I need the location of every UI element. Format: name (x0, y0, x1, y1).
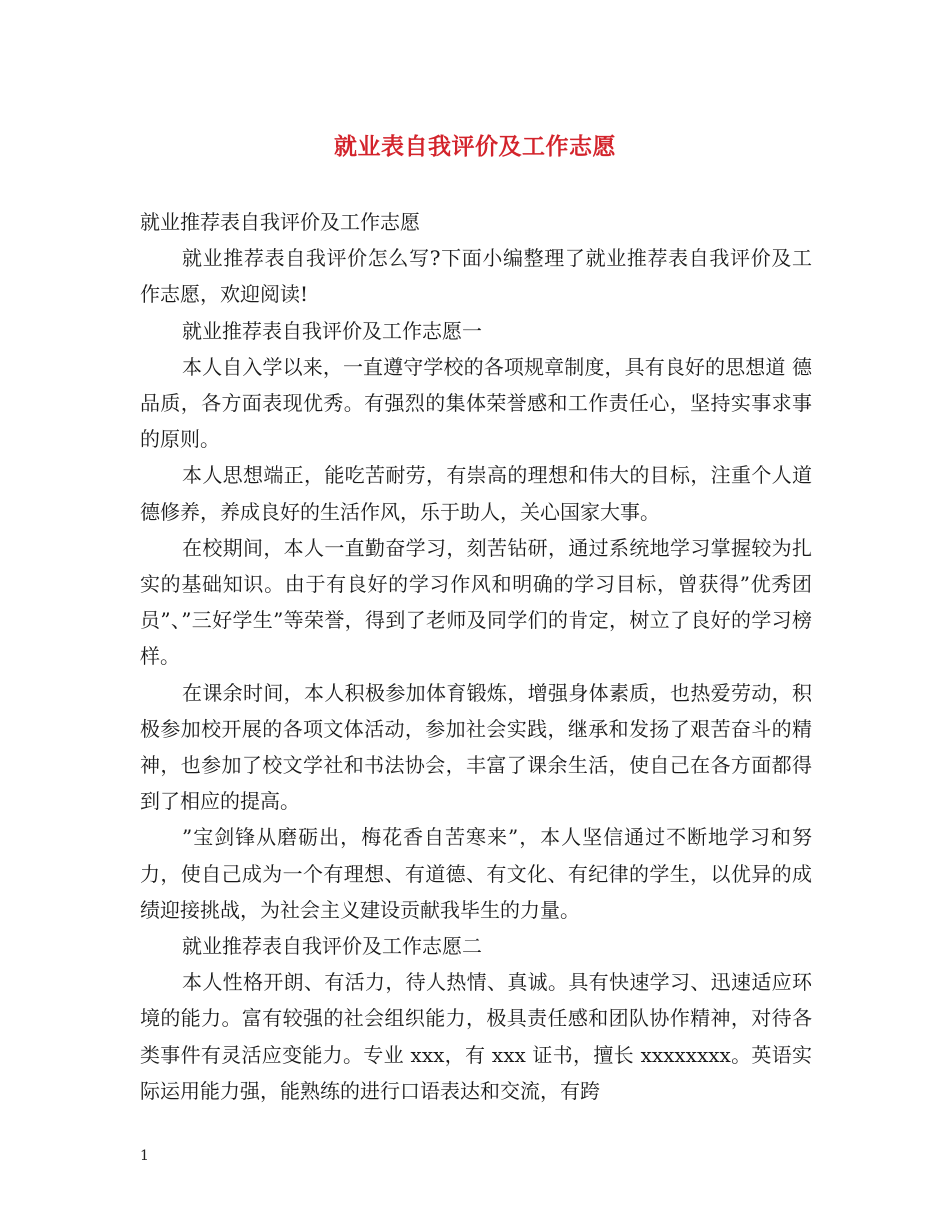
page-number: 1 (140, 1148, 149, 1164)
paragraph: 在校期间，本人一直勤奋学习，刻苦钻研，通过系统地学习掌握较为扎实的基础知识。由于有良好的学习作风和明确的学习目标，曾获得”优秀团员”、”三好学生”等荣誉，得到了老师及同学们的肯定，树立了良好的学习榜样。 (140, 535, 812, 669)
paragraph: 本人思想端正，能吃苦耐劳，有崇高的理想和伟大的目标，注重个人道德修养，养成良好的生活作风，乐于助人，关心国家大事。 (140, 463, 812, 524)
paragraph-intro: 就业推荐表自我评价怎么写?下面小编整理了就业推荐表自我评价及工作志愿，欢迎阅读! (140, 246, 812, 307)
paragraph: ”宝剑锋从磨砺出，梅花香自苦寒来”，本人坚信通过不断地学习和努力，使自己成为一个有理想、有道德、有文化、有纪律的学生，以优异的成绩迎接挑战，为社会主义建设贡献我毕生的力量。 (140, 825, 812, 922)
document-title: 就业表自我评价及工作志愿 (334, 133, 616, 160)
paragraph: 本人自入学以来，一直遵守学校的各项规章制度，具有良好的思想道 德品质，各方面表现优秀。有强烈的集体荣誉感和工作责任心，坚持实事求事的原则。 (140, 354, 812, 452)
section-heading-one: 就业推荐表自我评价及工作志愿一 (182, 318, 482, 343)
paragraph: 本人性格开朗、有活力，待人热情、真诚。具有快速学习、迅速适应环境的能力。富有较强的社会组织能力，极具责任感和团队协作精神，对待各类事件有灵活应变能力。专业 xxx，有 xxx 证书，擅长 xxxxxxxx。英语实际运用能力强，能熟练的进行口语表达和交流，有跨 (140, 970, 812, 1103)
paragraph: 在课余时间，本人积极参加体育锻炼，增强身体素质，也热爱劳动，积极参加校开展的各项文体活动，参加社会实践，继承和发扬了艰苦奋斗的精神，也参加了校文学社和书法协会，丰富了课余生活，使自己在各方面都得到了相应的提高。 (140, 680, 812, 814)
document-body (140, 204, 812, 1109)
paragraph-heading: 就业推荐表自我评价及工作志愿 (140, 210, 420, 234)
section-heading-two: 就业推荐表自我评价及工作志愿二 (182, 934, 482, 959)
